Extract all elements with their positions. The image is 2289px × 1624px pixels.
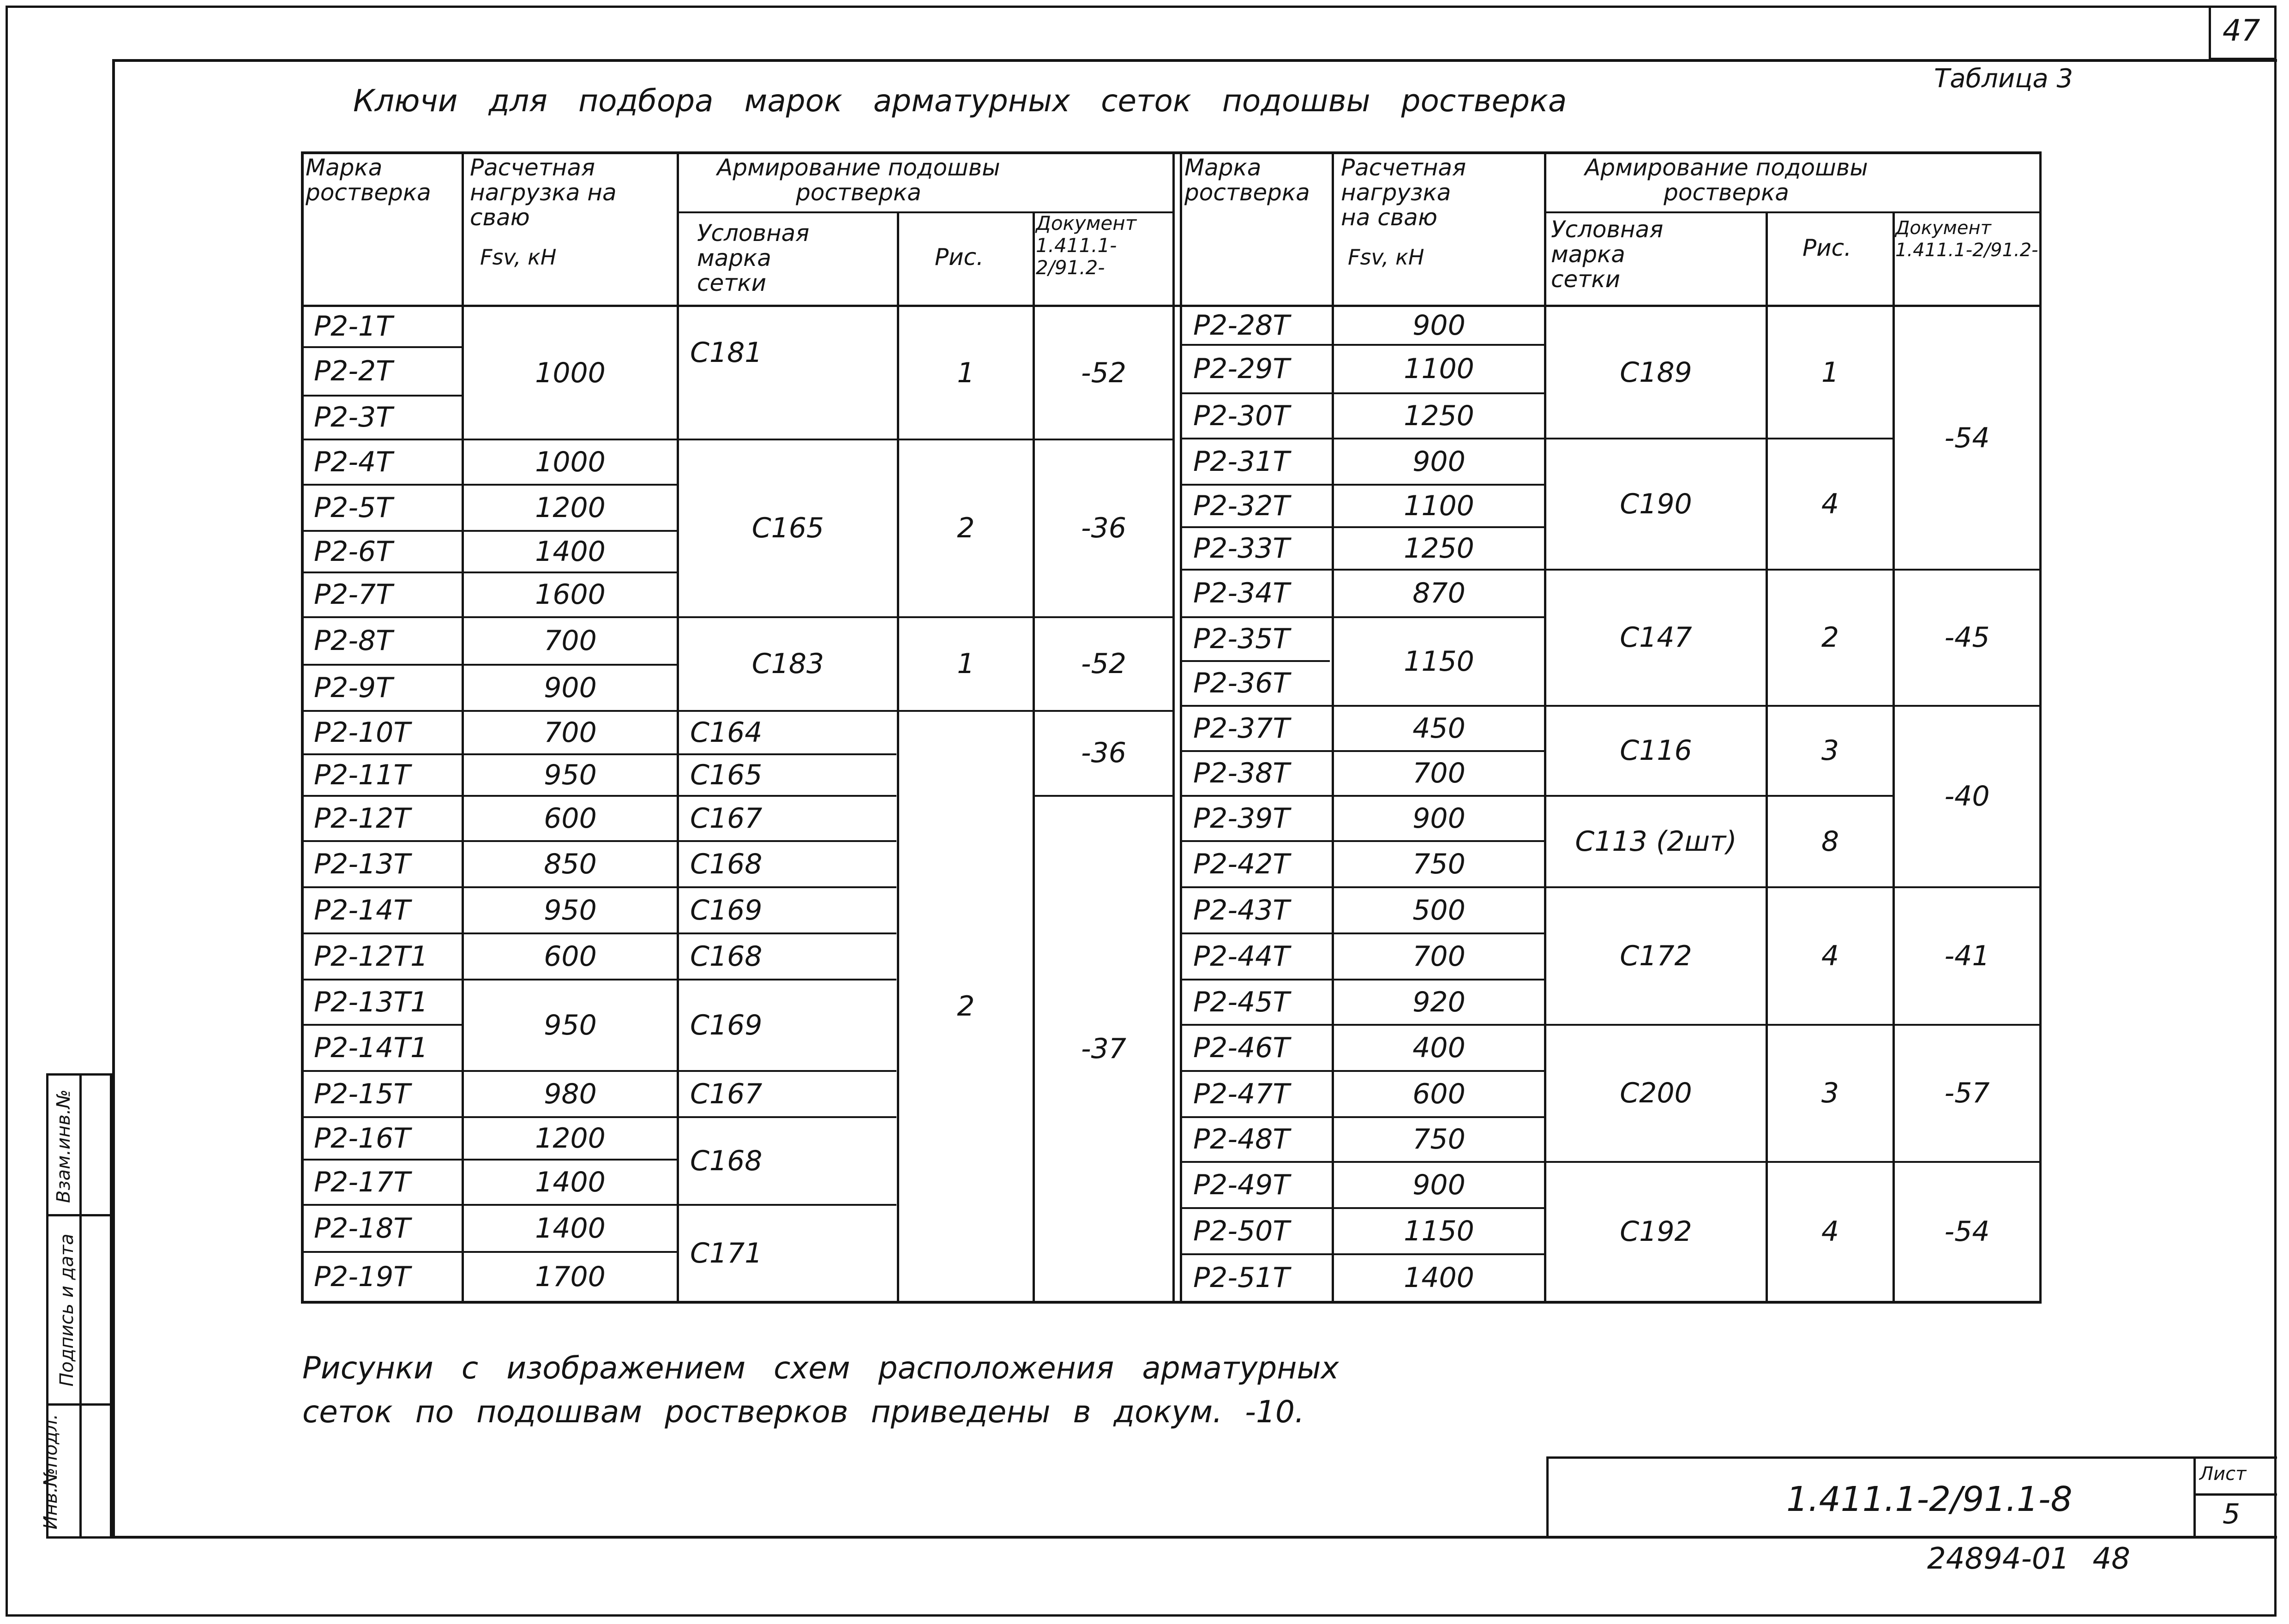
- right-mark: Р2-33Т: [1193, 532, 1290, 565]
- left-load: 1400: [535, 1166, 606, 1198]
- left-mark: Р2-2Т: [314, 355, 393, 387]
- left-mark: Р2-17Т: [314, 1166, 411, 1198]
- right-load: 900: [1412, 1168, 1466, 1201]
- left-mark: Р2-15Т: [314, 1077, 411, 1110]
- right-mark: Р2-28Т: [1193, 309, 1290, 342]
- right-fig: 4: [1821, 939, 1839, 972]
- right-mesh: С189: [1620, 356, 1692, 389]
- left-load: 950: [544, 758, 597, 791]
- left-load: 700: [544, 625, 597, 657]
- left-load: 1200: [535, 1122, 606, 1155]
- right-doc: -57: [1944, 1077, 1990, 1109]
- right-mark: Р2-37Т: [1193, 712, 1290, 745]
- note-line-1: Рисунки с изображением схем расположения арматурных: [302, 1350, 1339, 1386]
- document-code: 1.411.1-2/91.1-8: [1786, 1480, 2073, 1519]
- header-fig-left: Рис.: [935, 244, 984, 271]
- left-mark: Р2-5Т: [314, 491, 393, 524]
- right-mesh: С172: [1620, 939, 1692, 972]
- right-load: 900: [1412, 802, 1466, 835]
- right-doc: -41: [1944, 939, 1990, 972]
- title-block-divider: [2193, 1493, 2277, 1496]
- right-load: 700: [1412, 940, 1466, 973]
- right-load: 1100: [1404, 353, 1474, 385]
- right-fig: 3: [1821, 1077, 1839, 1109]
- right-mark: Р2-32Т: [1193, 489, 1290, 522]
- right-mark: Р2-38Т: [1193, 757, 1290, 789]
- right-load: 1250: [1404, 399, 1474, 432]
- right-mark: Р2-30Т: [1193, 399, 1290, 432]
- left-load: 1700: [535, 1260, 606, 1293]
- left-load: 1400: [535, 535, 606, 568]
- right-fig: 4: [1821, 487, 1839, 520]
- right-load: 1150: [1404, 1215, 1474, 1247]
- right-mesh: С190: [1620, 487, 1692, 520]
- left-load: 850: [544, 848, 597, 880]
- left-mesh: С169: [690, 894, 763, 926]
- left-doc: -36: [1081, 512, 1126, 544]
- right-load: 400: [1412, 1031, 1466, 1064]
- right-mark: Р2-49Т: [1193, 1168, 1290, 1201]
- right-fig: 4: [1821, 1215, 1839, 1248]
- left-mark: Р2-1Т: [314, 310, 393, 343]
- left-mesh: С183: [751, 648, 824, 680]
- header-mesh-left: Условная марка сетки: [697, 220, 810, 296]
- right-load: 900: [1412, 309, 1466, 342]
- right-fig: 1: [1821, 356, 1839, 389]
- right-mark: Р2-51Т: [1193, 1262, 1290, 1294]
- side-stamp-inv-orig: Инв.№подл.: [40, 1413, 61, 1530]
- header-mark-right: Марка ростверка: [1184, 154, 1310, 206]
- left-fig: 2: [957, 512, 975, 544]
- grid-v: [2039, 151, 2042, 1304]
- left-load: 600: [544, 940, 597, 973]
- table-label: Таблица 3: [1934, 64, 2073, 94]
- bottom-code: 24894-01 48: [1927, 1542, 2130, 1576]
- header-doc-right: Документ 1.411.1-2/91.2-: [1895, 217, 2038, 261]
- left-load: 700: [544, 716, 597, 749]
- right-mark: Р2-34Т: [1193, 577, 1290, 609]
- left-load: 600: [544, 802, 597, 835]
- right-fig: 8: [1821, 825, 1839, 858]
- header-load-left: Расчетная нагрузка на сваю: [470, 154, 617, 231]
- right-mark: Р2-43Т: [1193, 894, 1290, 926]
- header-mesh-right: Условная марка сетки: [1551, 216, 1664, 293]
- right-doc: -54: [1944, 421, 1990, 454]
- left-mark: Р2-11Т: [314, 758, 411, 791]
- title-block-divider: [2193, 1456, 2196, 1539]
- right-load: 750: [1412, 848, 1466, 880]
- left-mark: Р2-4Т: [314, 445, 393, 478]
- left-mark: Р2-12Т1: [314, 940, 428, 973]
- left-mesh: С168: [690, 1144, 763, 1177]
- header-doc-left: Документ 1.411.1-2/91.2-: [1036, 212, 1137, 279]
- left-doc: -52: [1081, 356, 1126, 389]
- right-load: 750: [1412, 1123, 1466, 1155]
- left-mesh: С167: [690, 802, 763, 835]
- left-load: 1200: [535, 491, 606, 524]
- left-load: 980: [544, 1077, 597, 1110]
- right-doc: -45: [1944, 621, 1990, 654]
- left-mesh: С171: [690, 1237, 763, 1269]
- header-reinforcement-left: Армирование подошвы ростверка: [717, 154, 1000, 206]
- left-mesh: С168: [690, 940, 763, 973]
- right-mesh: С200: [1620, 1077, 1692, 1109]
- left-mark: Р2-19Т: [314, 1260, 411, 1293]
- left-mark: Р2-3Т: [314, 401, 393, 433]
- right-load: 1250: [1404, 532, 1474, 565]
- right-fig: 3: [1821, 734, 1839, 767]
- left-fig: 2: [957, 990, 975, 1023]
- left-mesh: С181: [690, 337, 763, 369]
- right-fig: 2: [1821, 621, 1839, 654]
- left-mesh: С167: [690, 1077, 763, 1110]
- right-load: 1150: [1404, 645, 1474, 678]
- header-fig-right: Рис.: [1802, 235, 1852, 261]
- right-load: 450: [1412, 712, 1466, 745]
- left-load: 1000: [535, 445, 606, 478]
- grid-v-double: [1172, 151, 1175, 1304]
- right-mark: Р2-46Т: [1193, 1031, 1290, 1064]
- header-load-symbol-right: Fsv, кН: [1348, 245, 1424, 270]
- left-mark: Р2-16Т: [314, 1122, 411, 1155]
- left-mark: Р2-9Т: [314, 671, 393, 704]
- left-mark: Р2-7Т: [314, 578, 393, 611]
- side-stamp-divider: [79, 1073, 82, 1539]
- left-mark: Р2-6Т: [314, 535, 393, 568]
- sheet-number: 5: [2223, 1498, 2241, 1530]
- right-mesh: С113 (2шт): [1575, 825, 1737, 858]
- right-load: 700: [1412, 757, 1466, 789]
- left-load: 1600: [535, 578, 606, 611]
- right-mark: Р2-36Т: [1193, 667, 1290, 699]
- left-mesh: С164: [690, 716, 763, 749]
- left-load: 950: [544, 894, 597, 926]
- right-load: 600: [1412, 1077, 1466, 1110]
- side-stamp-sign-date: Подпись и дата: [56, 1233, 78, 1387]
- left-load: 1000: [535, 356, 606, 389]
- left-doc: -36: [1081, 737, 1126, 769]
- left-mark: Р2-18Т: [314, 1212, 411, 1245]
- left-mesh: С165: [751, 512, 824, 544]
- right-mark: Р2-31Т: [1193, 445, 1290, 478]
- left-mark: Р2-13Т1: [314, 986, 428, 1018]
- right-mark: Р2-35Т: [1193, 623, 1290, 655]
- right-mark: Р2-29Т: [1193, 353, 1290, 385]
- right-doc: -40: [1944, 780, 1990, 812]
- sheet-label: Лист: [2199, 1463, 2247, 1485]
- left-mark: Р2-12Т: [314, 802, 411, 835]
- right-load: 1400: [1404, 1262, 1474, 1294]
- left-mark: Р2-14Т: [314, 894, 411, 926]
- right-mesh: С192: [1620, 1215, 1692, 1248]
- right-load: 900: [1412, 445, 1466, 478]
- left-load: 1400: [535, 1212, 606, 1245]
- left-mark: Р2-10Т: [314, 716, 411, 749]
- header-load-right: Расчетная нагрузка на сваю: [1341, 154, 1466, 231]
- left-doc: -52: [1081, 648, 1126, 680]
- page-title: Ключи для подбора марок арматурных сеток подошвы ростверка: [353, 83, 1567, 119]
- right-mark: Р2-50Т: [1193, 1215, 1290, 1247]
- left-mark: Р2-8Т: [314, 625, 393, 657]
- right-load: 500: [1412, 894, 1466, 926]
- left-mark: Р2-14Т1: [314, 1031, 428, 1064]
- grid-h: [1544, 211, 2041, 213]
- side-stamp-inv-replace: Взам.инв.№: [53, 1089, 74, 1203]
- right-doc: -54: [1944, 1215, 1990, 1248]
- header-mark-left: Марка ростверка: [306, 154, 431, 206]
- right-load: 1100: [1404, 489, 1474, 522]
- right-mark: Р2-39Т: [1193, 802, 1290, 835]
- note-line-2: сеток по подошвам ростверков приведены в докум. -10.: [302, 1394, 1304, 1430]
- left-fig: 1: [957, 648, 975, 680]
- top-sheet-number: 47: [2223, 14, 2260, 48]
- left-mesh: С165: [690, 758, 763, 791]
- header-load-symbol-left: Fsv, кН: [480, 245, 557, 270]
- right-mark: Р2-48Т: [1193, 1123, 1290, 1155]
- right-mark: Р2-44Т: [1193, 940, 1290, 973]
- header-reinforcement-right: Армирование подошвы ростверка: [1585, 154, 1868, 206]
- right-mark: Р2-42Т: [1193, 848, 1290, 880]
- right-mark: Р2-47Т: [1193, 1077, 1290, 1110]
- left-mesh: С169: [690, 1009, 763, 1041]
- right-load: 920: [1412, 986, 1466, 1018]
- right-mesh: С116: [1620, 734, 1692, 767]
- left-fig: 1: [957, 356, 975, 389]
- right-mark: Р2-45Т: [1193, 986, 1290, 1018]
- left-mark: Р2-13Т: [314, 848, 411, 880]
- right-mesh: С147: [1620, 621, 1692, 654]
- left-load: 950: [544, 1009, 597, 1041]
- left-load: 900: [544, 671, 597, 704]
- right-load: 870: [1412, 577, 1466, 609]
- left-mesh: С168: [690, 848, 763, 880]
- left-doc: -37: [1081, 1032, 1126, 1065]
